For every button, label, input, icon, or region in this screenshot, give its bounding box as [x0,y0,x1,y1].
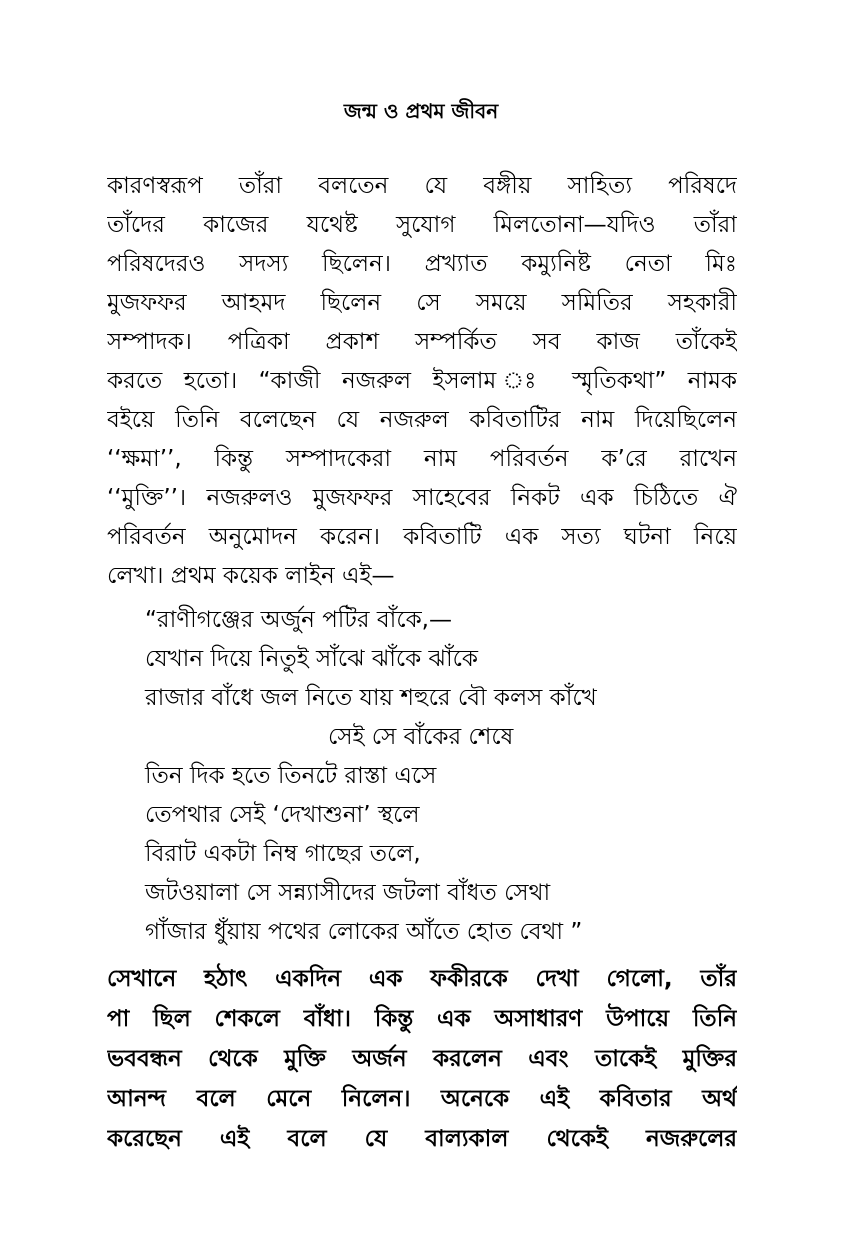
text-line: করেছেন এই বলে যে বাল্যকাল থেকেই নজরুলের [107,1126,737,1152]
text-line: লেখা। প্রথম কয়েক লাইন এই— [107,563,395,589]
running-header: জন্ম ও প্রথম জীবন [343,99,499,123]
text-line: করতে হতো। “কাজী নজরুল ইসলাম ঃ স্মৃতিকথা” নামক [107,368,737,394]
text-line: ‘‘ক্ষমা’’, কিন্তু সম্পাদকেরা নাম পরিবর্তন ক’রে রাখেন [107,446,737,472]
text-line: ভববন্ধন থেকে মুক্তি অর্জন করলেন এবং তাকেই মুক্তির [107,1046,737,1072]
poem-verse: জটওয়ালা সে সন্ন্যাসীদের জটলা বাঁধত সেথা [145,880,551,906]
text-line: মুজফফর আহমদ ছিলেন সে সময়ে সমিতির সহকারী [107,290,737,316]
text-line: সেখানে হঠাৎ একদিন এক ফকীরকে দেখা গেলো, তাঁর [107,966,737,992]
text-line: তাঁদের কাজের যথেষ্ট সুযোগ মিলতোনা—যদিও তাঁরা [107,212,737,238]
poem-verse: বিরাট একটা নিম্ব গাছের তলে, [145,841,421,867]
poem-quote [145,601,705,952]
text-line: পরিষদেরও সদস্য ছিলেন। প্রখ্যাত কম্যুনিষ্ট নেতা মিঃ [107,251,737,277]
text-line: কারণস্বরূপ তাঁরা বলতেন যে বঙ্গীয় সাহিত্য পরিষদে [107,173,737,199]
text-line: সম্পাদক। পত্রিকা প্রকাশ সম্পর্কিত সব কাজ তাঁকেই [107,329,737,355]
poem-verse: তেপথার সেই ‘দেখাশুনা’ স্থলে [145,802,420,828]
text-line: আনন্দ বলে মেনে নিলেন। অনেকে এই কবিতার অর্থ [107,1086,737,1112]
poem-verse: যেখান দিয়ে নিতুই সাঁঝে ঝাঁকে ঝাঁকে [145,646,478,672]
poem-verse: গাঁজার ধুঁয়ায় পথের লোকের আঁতে হোত বেথা ” [145,919,583,945]
text-line: পরিবর্তন অনুমোদন করেন। কবিতাটি এক সত্য ঘটনা নিয়ে [107,524,737,550]
paragraph-explanation [107,959,737,1159]
poem-verse: সেই সে বাঁকের শেষে [328,724,514,750]
text-line: বইয়ে তিনি বলেছেন যে নজরুল কবিতাটির নাম দিয়েছিলেন [107,407,737,433]
poem-verse: রাজার বাঁধে জল নিতে যায় শহুরে বৌ কলস কাঁখে [145,685,597,711]
poem-verse: তিন দিক হতে তিনটে রাস্তা এসে [145,763,437,789]
poem-verse: “রাণীগঞ্জের অর্জুন পটির বাঁকে,— [145,607,452,633]
paragraph-intro [107,167,737,596]
text-line: ‘‘মুক্তি’’। নজরুলও মুজফফর সাহেবের নিকট এক চিঠিতে ঐ [107,485,737,511]
text-line: পা ছিল শেকলে বাঁধা। কিন্তু এক অসাধারণ উপায়ে তিনি [107,1006,737,1032]
